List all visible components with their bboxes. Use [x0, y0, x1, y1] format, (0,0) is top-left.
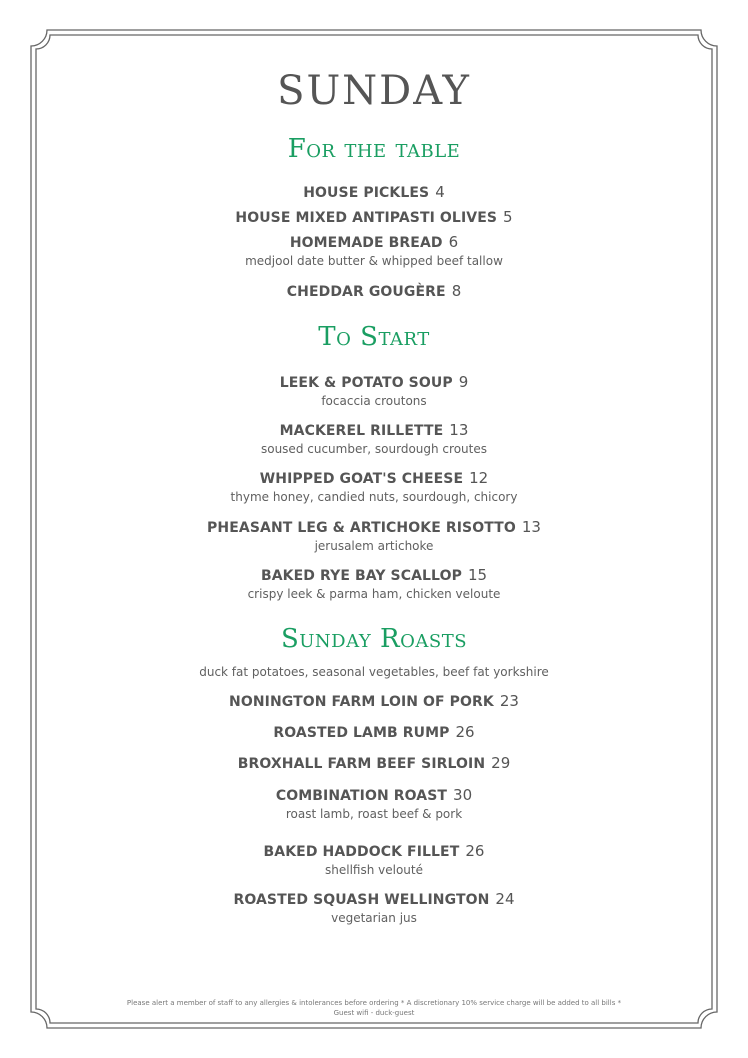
item-name: WHIPPED GOAT'S CHEESE — [259, 471, 464, 487]
menu-item-beef-sirloin — [0, 754, 748, 772]
menu-item-squash-wellington — [0, 890, 748, 908]
item-price: 30 — [453, 786, 473, 804]
item-name: BROXHALL FARM BEEF SIRLOIN — [237, 756, 486, 772]
item-price: 24 — [495, 890, 515, 908]
item-name: HOUSE PICKLES — [303, 185, 430, 201]
item-price: 26 — [455, 723, 475, 741]
page-title: SUNDAY — [277, 68, 471, 114]
item-name: PHEASANT LEG & ARTICHOKE RISOTTO — [207, 520, 516, 536]
footer-guest-wifi: Guest wifi - duck-guest — [333, 1009, 415, 1017]
item-description: soused cucumber, sourdough croutes — [260, 442, 487, 456]
item-description: jerusalem artichoke — [314, 539, 434, 553]
item-price: 9 — [458, 373, 469, 391]
item-price: 12 — [469, 469, 489, 487]
menu-item-cheddar-gougere — [0, 282, 748, 300]
item-description: crispy leek & parma ham, chicken veloute — [247, 587, 501, 601]
item-name: HOMEMADE BREAD — [289, 235, 443, 251]
item-name: ROASTED SQUASH WELLINGTON — [233, 892, 490, 908]
menu-item-nonington-pork — [0, 692, 748, 710]
menu-item-whipped-goats-cheese — [0, 469, 748, 487]
item-price: 6 — [448, 233, 459, 251]
menu-item-antipasti-olives — [0, 208, 748, 226]
item-name: CHEDDAR GOUGÈRE — [286, 284, 446, 300]
section-heading-for-the-table: For the table — [287, 134, 461, 164]
item-name: NONINGTON FARM LOIN OF PORK — [229, 694, 494, 710]
item-description: vegetarian jus — [331, 911, 417, 925]
item-price: 13 — [521, 518, 541, 536]
menu-item-homemade-bread — [0, 233, 748, 251]
item-price: 5 — [503, 208, 513, 226]
item-description: thyme honey, candied nuts, sourdough, chicory — [230, 490, 518, 504]
item-price: 4 — [435, 183, 445, 201]
menu-item-leek-potato-soup — [0, 373, 748, 391]
item-description: roast lamb, roast beef & pork — [285, 807, 463, 821]
footer-allergy-notice: Please alert a member of staff to any allergies & intolerances before ordering * A discretionary 10% service charge will be added to all bills * — [126, 999, 622, 1007]
menu-item-haddock-fillet — [0, 842, 748, 860]
item-price: 23 — [499, 692, 519, 710]
menu-item-rye-bay-scallop — [0, 566, 748, 584]
section-heading-sunday-roasts: Sunday Roasts — [280, 624, 468, 654]
section-heading-to-start: To Start — [318, 322, 430, 352]
menu-item-lamb-rump — [0, 723, 748, 741]
item-price: 26 — [465, 842, 485, 860]
item-description: medjool date butter & whipped beef tallow — [245, 254, 503, 268]
menu-item-combination-roast — [0, 786, 748, 804]
item-description: shellfish velouté — [325, 863, 423, 877]
menu-item-pheasant-risotto — [0, 518, 748, 536]
item-name: BAKED HADDOCK FILLET — [263, 844, 460, 860]
item-description: focaccia croutons — [321, 394, 427, 408]
item-name: LEEK & POTATO SOUP — [279, 375, 453, 391]
item-name: HOUSE MIXED ANTIPASTI OLIVES — [235, 210, 498, 226]
item-name: MACKEREL RILLETTE — [279, 423, 444, 439]
item-name: COMBINATION ROAST — [275, 788, 448, 804]
item-price: 13 — [449, 421, 469, 439]
section-intro: duck fat potatoes, seasonal vegetables, beef fat yorkshire — [199, 665, 549, 679]
item-price: 8 — [451, 282, 462, 300]
item-name: BAKED RYE BAY SCALLOP — [260, 568, 462, 584]
item-price: 15 — [467, 566, 488, 584]
item-name: ROASTED LAMB RUMP — [273, 725, 450, 741]
item-price: 29 — [491, 754, 511, 772]
menu-item-house-pickles — [0, 183, 748, 201]
menu-item-mackerel-rillette — [0, 421, 748, 439]
